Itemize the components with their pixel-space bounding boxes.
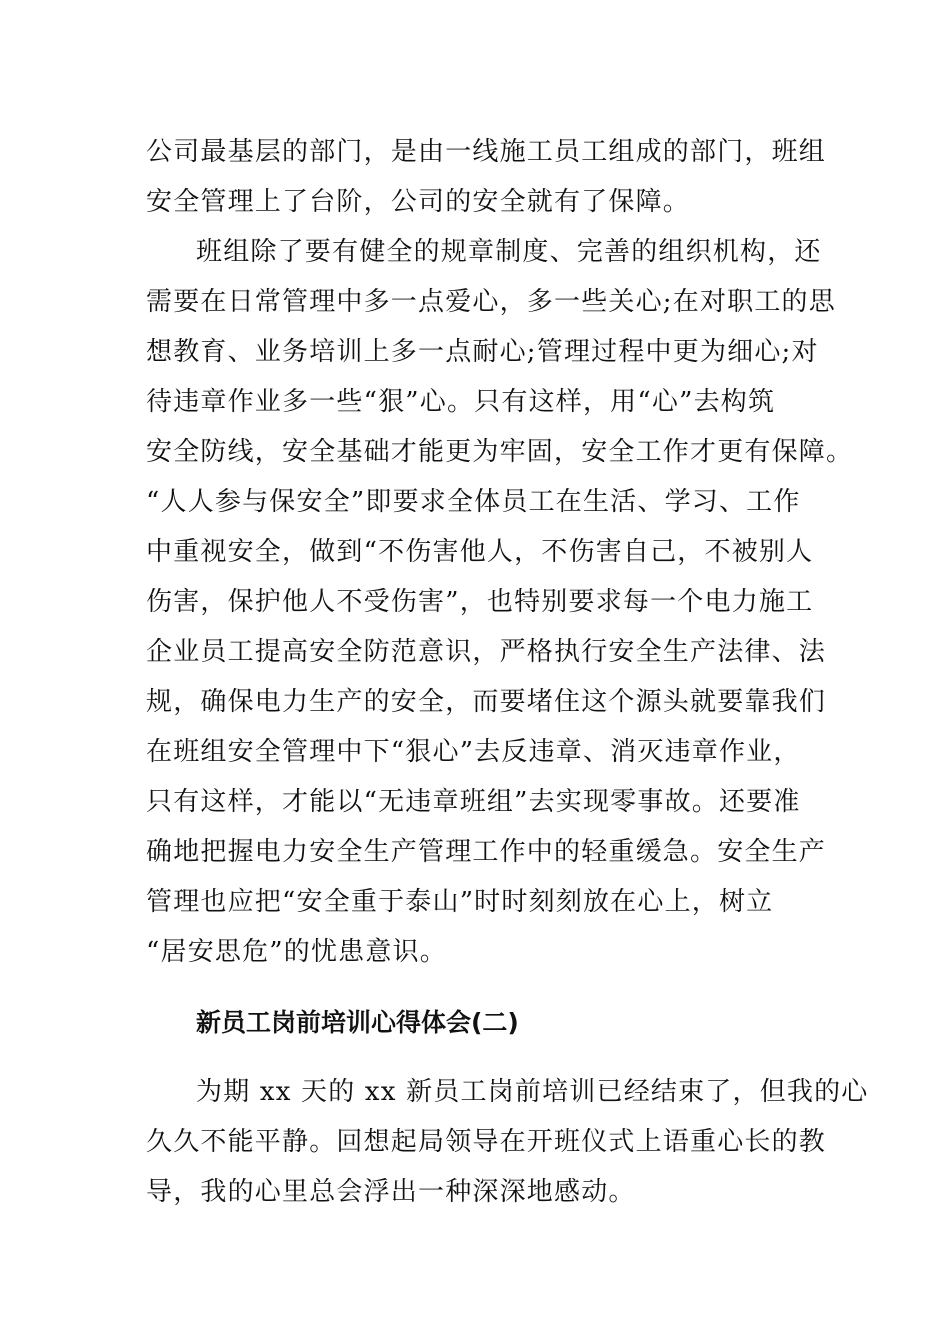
paragraph-line: 管理也应把“安全重于泰山”时时刻刻放在心上，树立 — [146, 887, 774, 917]
paragraph-line: 需要在日常管理中多一点爱心，多一些关心;在对职工的思 — [146, 287, 836, 317]
paragraph-line: 在班组安全管理中下“狠心”去反违章、消灭违章作业， — [146, 737, 801, 767]
paragraph-line: 想教育、业务培训上多一点耐心;管理过程中更为细心;对 — [146, 337, 819, 367]
paragraph-line: 久久不能平静。回想起局领导在开班仪式上语重心长的教 — [146, 1127, 827, 1157]
paragraph-line: 伤害，保护他人不受伤害”，也特别要求每一个电力施工 — [146, 587, 814, 617]
paragraph-line: 公司最基层的部门，是由一线施工员工组成的部门，班组 — [146, 137, 827, 167]
paragraph-line: 安全防线，安全基础才能更为牢固，安全工作才更有保障。 — [146, 437, 854, 467]
paragraph-line: 规，确保电力生产的安全，而要堵住这个源头就要靠我们 — [146, 687, 827, 717]
section-heading: 新员工岗前培训心得体会(二) — [196, 1008, 519, 1037]
paragraph-line: 中重视安全，做到“不伤害他人，不伤害自己，不被别人 — [146, 537, 814, 567]
paragraph-line: “居安思危”的忧患意识。 — [146, 937, 447, 967]
paragraph-line: 企业员工提高安全防范意识，严格执行安全生产法律、法 — [146, 637, 827, 667]
paragraph-line: “人人参与保安全”即要求全体员工在生活、学习、工作 — [146, 487, 801, 517]
paragraph-line: 待违章作业多一些“狠”心。只有这样，用“心”去构筑 — [146, 387, 776, 417]
paragraph-line: 班组除了要有健全的规章制度、完善的组织机构，还 — [196, 237, 822, 267]
paragraph-line: 为期 xx 天的 xx 新员工岗前培训已经结束了，但我的心 — [196, 1077, 869, 1107]
paragraph-line: 只有这样，才能以“无违章班组”去实现零事故。还要准 — [146, 787, 801, 817]
paragraph-line: 导，我的心里总会浮出一种深深地感动。 — [146, 1177, 636, 1207]
paragraph-line: 安全管理上了台阶，公司的安全就有了保障。 — [146, 187, 691, 217]
paragraph-line: 确地把握电力安全生产管理工作中的轻重缓急。安全生产 — [146, 837, 827, 867]
